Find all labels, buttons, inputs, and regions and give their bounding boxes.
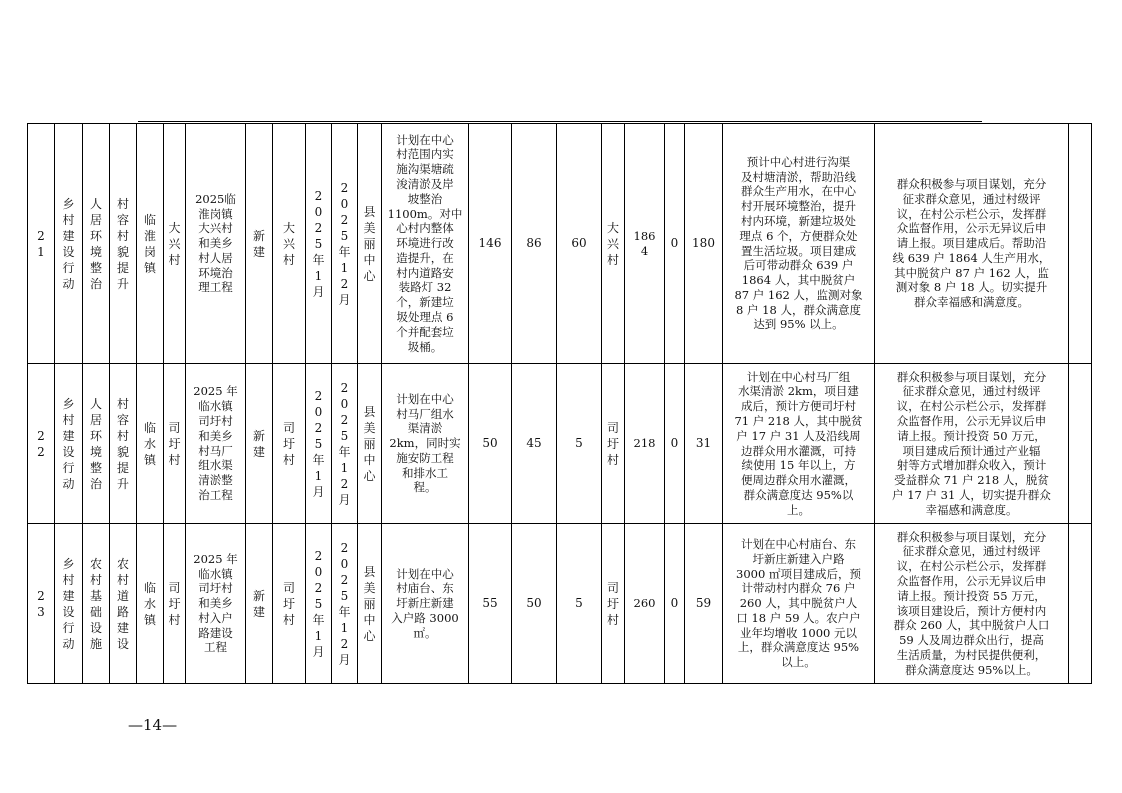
beneficiary-village-cell: 司 圩 村: [602, 524, 625, 684]
other-fund-cell: 5: [557, 524, 602, 684]
central-fund-cell: 86: [512, 124, 557, 364]
central-fund-cell: 45: [512, 364, 557, 524]
project-name-cell: 2025 年 临水镇 司圩村 和美乡 村入户 路建设 工程: [186, 524, 246, 684]
category-cell: 乡 村 建 设 行 动: [55, 364, 83, 524]
table-top-rule: [138, 121, 982, 122]
project-table: [27, 123, 1092, 684]
beneficiary-village-cell: 司 圩 村: [602, 364, 625, 524]
other-fund-cell: 5: [557, 364, 602, 524]
end-date-cell: 2 0 2 5 年 1 2 月: [332, 364, 358, 524]
nature-cell: 新 建: [246, 124, 273, 364]
beneficiaries-cell: 180: [685, 124, 723, 364]
remark-cell: [1069, 524, 1092, 684]
start-date-cell: 2 0 2 5 年 1 月: [306, 524, 332, 684]
households-cell: 260: [625, 524, 665, 684]
mechanism-cell: 群众积极参与项目谋划，充分 征求群众意见，通过村级评 议，在村公示栏公示，发挥群 众监督作用，公示无异议后申 请上报。预计投资 50 万元， 项目建成后预计通过产业辐 射等方式增加群众收入，预计 受益群众 71 户 218 人，脱贫 户 17 户 31 人，切实提升群众 幸福感和满意度。: [875, 364, 1069, 524]
beneficiaries-cell: 59: [685, 524, 723, 684]
project-name-cell: 2025 年 临水镇 司圩村 和美乡 村马厂 组水渠 清淤整 治工程: [186, 364, 246, 524]
poor-cell: 0: [665, 524, 685, 684]
type-cell: 村 容 村 貌 提 升: [110, 124, 137, 364]
end-date-cell: 2 0 2 5 年 1 2 月: [332, 524, 358, 684]
village-cell: 大 兴 村: [164, 124, 186, 364]
table-row: [28, 124, 1092, 364]
end-date-cell: 2 0 2 5 年 1 2 月: [332, 124, 358, 364]
type-cell: 村 容 村 貌 提 升: [110, 364, 137, 524]
unit-cell: 县 美 丽 中 心: [358, 124, 382, 364]
seq-cell: 2 1: [28, 124, 55, 364]
village-cell: 司 圩 村: [164, 524, 186, 684]
start-date-cell: 2 0 2 5 年 1 月: [306, 364, 332, 524]
start-date-cell: 2 0 2 5 年 1 月: [306, 124, 332, 364]
location-cell: 大 兴 村: [273, 124, 306, 364]
location-cell: 司 圩 村: [273, 364, 306, 524]
subcategory-cell: 人 居 环 境 整 治: [83, 364, 110, 524]
nature-cell: 新 建: [246, 524, 273, 684]
page-number: —14—: [128, 716, 178, 734]
seq-cell: 2 3: [28, 524, 55, 684]
seq-cell: 2 2: [28, 364, 55, 524]
benefit-cell: 预计中心村进行沟渠 及村塘清淤，帮助沿线 群众生产用水，在中心 村开展环境整治，提升 村内环境，新建垃圾处 理点 6 个，方便群众处 置生活垃圾。项目建成 后可带动群众 639 户 1864 人，其中脱贫户 87 户 162 人，监测对象 8 户 18 人，群众满意度 达到 95% 以上。: [723, 124, 875, 364]
poor-cell: 0: [665, 124, 685, 364]
total-investment-cell: 55: [469, 524, 512, 684]
benefit-cell: 计划在中心村马厂组 水渠清淤 2km，项目建 成后，预计方便司圩村 71 户 218 人，其中脱贫 户 17 户 31 人及沿线周 边群众用水灌溉，可持 续使用 15 年以上，方 便周边群众用水灌溉， 群众满意度达 95%以 上。: [723, 364, 875, 524]
nature-cell: 新 建: [246, 364, 273, 524]
central-fund-cell: 50: [512, 524, 557, 684]
beneficiary-village-cell: 大 兴 村: [602, 124, 625, 364]
remark-cell: [1069, 124, 1092, 364]
subcategory-cell: 人 居 环 境 整 治: [83, 124, 110, 364]
village-cell: 司 圩 村: [164, 364, 186, 524]
content-cell: 计划在中心 村庙台、东 圩新庄新建 入户路 3000 ㎡。: [382, 524, 469, 684]
remark-cell: [1069, 364, 1092, 524]
category-cell: 乡 村 建 设 行 动: [55, 124, 83, 364]
total-investment-cell: 50: [469, 364, 512, 524]
beneficiaries-cell: 31: [685, 364, 723, 524]
content-cell: 计划在中心 村马厂组水 渠清淤 2km，同时实 施安防工程 和排水工 程。: [382, 364, 469, 524]
mechanism-cell: 群众积极参与项目谋划，充分 征求群众意见，通过村级评 议，在村公示栏公示，发挥群 众监督作用，公示无异议后申 请上报。项目建成后。帮助沿 线 639 户 1864 人生产用水， 其中脱贫户 87 户 162 人，监 测对象 8 户 18 人。切实提升 群众幸福感和满意度。: [875, 124, 1069, 364]
subcategory-cell: 农 村 基 础 设 施: [83, 524, 110, 684]
unit-cell: 县 美 丽 中 心: [358, 524, 382, 684]
location-cell: 司 圩 村: [273, 524, 306, 684]
town-cell: 临 淮 岗 镇: [137, 124, 164, 364]
poor-cell: 0: [665, 364, 685, 524]
mechanism-cell: 群众积极参与项目谋划，充分 征求群众意见，通过村级评 议，在村公示栏公示，发挥群 众监督作用，公示无异议后申 请上报。预计投资 55 万元， 该项目建设后，预计方便村内 群众 260 人，其中脱贫户人口 59 人及周边群众出行，提高 生活质量，为村民提供便利， 群众满意度达 95%以上。: [875, 524, 1069, 684]
table-row: [28, 364, 1092, 524]
benefit-cell: 计划在中心村庙台、东 圩新庄新建入户路 3000 ㎡项目建成后，预 计带动村内群众 76 户 260 人，其中脱贫户人 口 18 户 59 人。农户户 业年均增收 1000 元以 上，群众满意度达 95% 以上。: [723, 524, 875, 684]
project-name-cell: 2025临 淮岗镇 大兴村 和美乡 村人居 环境治 理工程: [186, 124, 246, 364]
households-cell: 186 4: [625, 124, 665, 364]
total-investment-cell: 146: [469, 124, 512, 364]
town-cell: 临 水 镇: [137, 524, 164, 684]
type-cell: 农 村 道 路 建 设: [110, 524, 137, 684]
unit-cell: 县 美 丽 中 心: [358, 364, 382, 524]
table-row: [28, 524, 1092, 684]
category-cell: 乡 村 建 设 行 动: [55, 524, 83, 684]
content-cell: 计划在中心 村范围内实 施沟渠塘疏 浚清淤及岸 坡整治 1100m。对中 心村内整体 环境进行改 造提升，在 村内道路安 装路灯 32 个，新建垃 圾处理点 6 个并配套垃 圾桶。: [382, 124, 469, 364]
other-fund-cell: 60: [557, 124, 602, 364]
households-cell: 218: [625, 364, 665, 524]
town-cell: 临 水 镇: [137, 364, 164, 524]
